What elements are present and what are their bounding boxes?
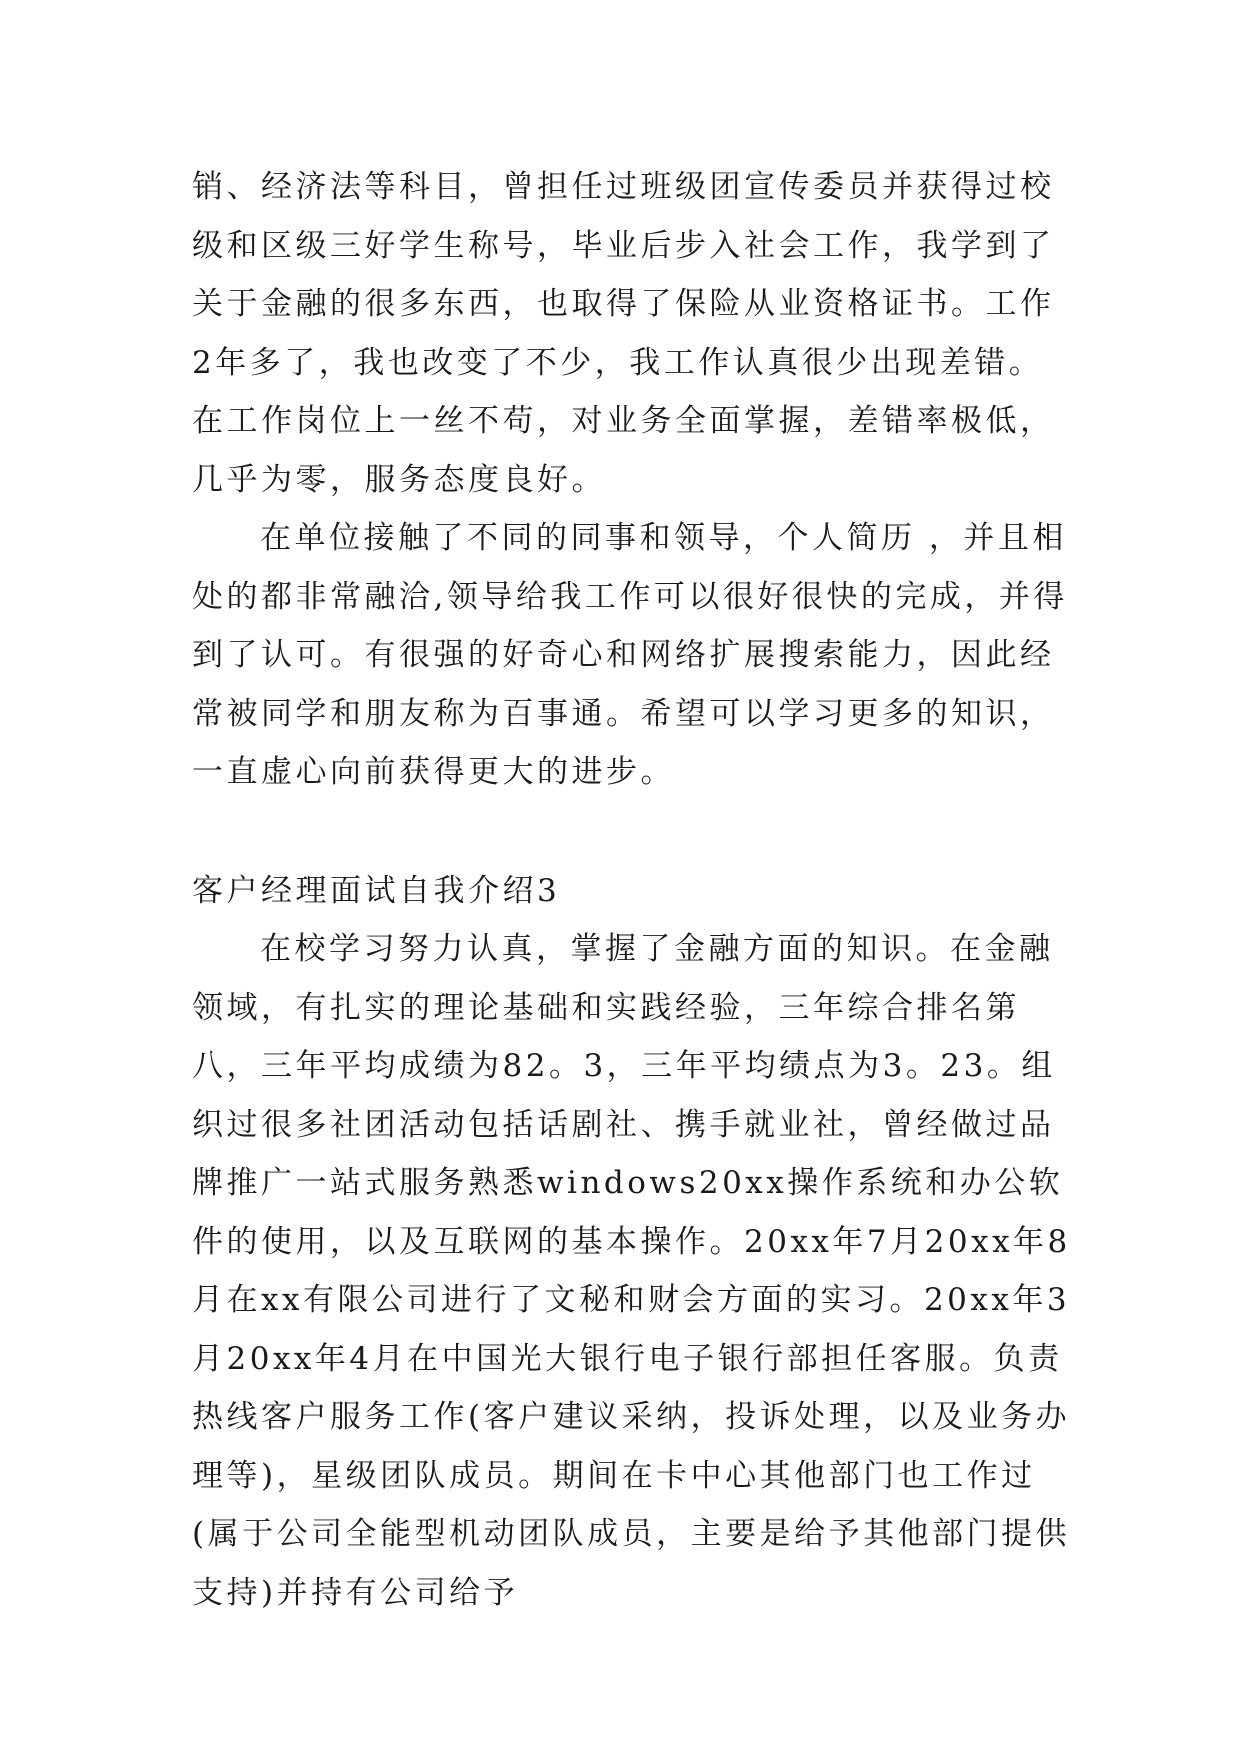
paragraph-colleagues: 在单位接触了不同的同事和领导，个人简历 ，并且相处的都非常融洽,领导给我工作可以很好很快的完成，并得到了认可。有很强的好奇心和网络扩展搜索能力，因此经常被同学和朋友称为百事通。希望可以学习更多的知识，一直虚心向前获得更大的进步。 [192, 520, 1068, 790]
paragraph-continued: 销、经济法等科目，曾担任过班级团宣传委员并获得过校级和区级三好学生称号，毕业后步入社会工作，我学到了关于金融的很多东西，也取得了保险从业资格证书。工作2年多了，我也改变了不少，我工作认真很少出现差错。在工作岗位上一丝不苟，对业务全面掌握，差错率极低，几乎为零，服务态度良好。 [192, 169, 1055, 498]
section-heading: 客户经理面试自我介绍3 [192, 872, 561, 909]
document-body [192, 158, 1072, 1622]
paragraph-study-experience: 在校学习努力认真，掌握了金融方面的知识。在金融领域，有扎实的理论基础和实践经验，三年综合排名第八，三年平均成绩为82。3，三年平均绩点为3。23。组织过很多社团活动包括话剧社、携手就业社，曾经做过品牌推广一站式服务熟悉windows20xx操作系统和办公软件的使用，以及互联网的基本操作。20xx年7月20xx年8月在xx有限公司进行了文秘和财会方面的实习。20xx年3月20xx年4月在中国光大银行电子银行部担任客服。负责热线客户服务工作(客户建议采纳，投诉处理，以及业务办理等)，星级团队成员。期间在卡中心其他部门也工作过(属于公司全能型机动团队成员，主要是给予其他部门提供支持)并持有公司给予 [192, 931, 1071, 1611]
